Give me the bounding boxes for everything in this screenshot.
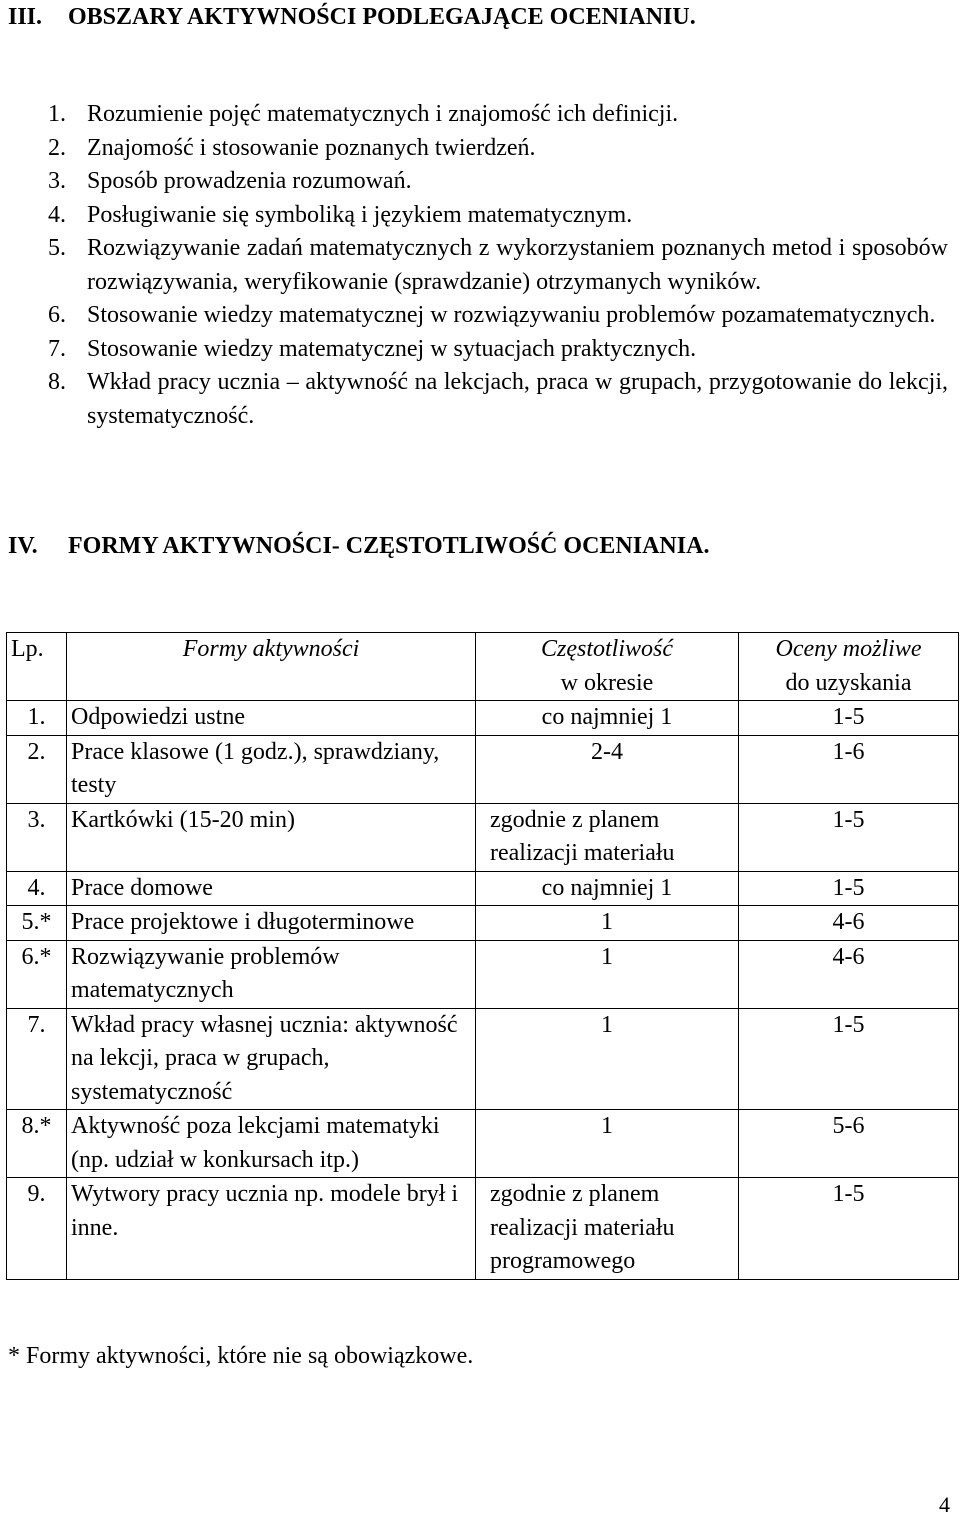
row-frequency: co najmniej 1 (476, 871, 739, 906)
row-frequency: 2-4 (476, 735, 739, 803)
row-frequency: 1 (476, 906, 739, 941)
list-item: 7. Stosowanie wiedzy matematycznej w sytuacjach praktycznych. (48, 335, 697, 362)
row-form: Prace domowe (67, 871, 476, 906)
list-item: 3. Sposób prowadzenia rozumowań. (48, 168, 412, 194)
section-4-heading (8, 533, 709, 560)
row-frequency: co najmniej 1 (476, 701, 739, 736)
table-row (7, 735, 959, 803)
row-frequency: 1 (476, 1110, 739, 1178)
table-row (7, 1110, 959, 1178)
footnote: * Formy aktywności, które nie są obowiązkowe. (8, 1343, 474, 1369)
header-grades: Oceny możliwe do uzyskania (739, 633, 959, 701)
list-item: 5. Rozwiązywanie zadań matematycznych z wykorzystaniem poznanych metod i sposobów rozwiązywania, weryfikowanie (sprawdzanie) otrzymanych wyników. (48, 235, 948, 295)
section-4-title: FORMY AKTYWNOŚCI- CZĘSTOTLIWOŚĆ OCENIANIA. (68, 533, 710, 559)
row-frequency: 1 (476, 940, 739, 1008)
page-number: 4 (939, 1492, 950, 1517)
row-grades: 1-5 (739, 803, 959, 871)
list-item: 4. Posługiwanie się symboliką i językiem matematycznym. (48, 201, 633, 228)
row-grades: 1-5 (739, 1178, 959, 1280)
row-form: Wkład pracy własnej ucznia: aktywność na lekcji, praca w grupach, systematyczność (67, 1008, 476, 1110)
row-form: Kartkówki (15-20 min) (67, 803, 476, 871)
row-lp: 6.* (7, 940, 67, 1008)
table-row (7, 940, 959, 1008)
row-lp: 8.* (7, 1110, 67, 1178)
row-form: Rozwiązywanie problemów matematycznych (67, 940, 476, 1008)
row-frequency: zgodnie z planem realizacji materiału (476, 803, 739, 871)
row-grades: 1-5 (739, 871, 959, 906)
header-lp: Lp. (7, 633, 67, 701)
row-lp: 2. (7, 735, 67, 803)
row-grades: 4-6 (739, 906, 959, 941)
row-grades: 1-6 (739, 735, 959, 803)
table-row (7, 906, 959, 941)
list-item: 8. Wkład pracy ucznia – aktywność na lekcjach, praca w grupach, przygotowanie do lekcji, systematyczność. (48, 369, 948, 429)
row-frequency: zgodnie z planem realizacji materiału programowego (476, 1178, 739, 1280)
section-3-title: OBSZARY AKTYWNOŚCI PODLEGAJĄCE OCENIANIU. (68, 4, 696, 30)
row-grades: 1-5 (739, 1008, 959, 1110)
row-lp: 4. (7, 871, 67, 906)
activity-areas-list (48, 98, 948, 433)
list-item: 2. Znajomość i stosowanie poznanych twierdzeń. (48, 134, 536, 161)
list-item: 6. Stosowanie wiedzy matematycznej w rozwiązywaniu problemów pozamatematycznych. (48, 302, 936, 328)
row-form: Odpowiedzi ustne (67, 701, 476, 736)
row-form: Prace projektowe i długoterminowe (67, 906, 476, 941)
table-row (7, 871, 959, 906)
table-row (7, 701, 959, 736)
row-form: Aktywność poza lekcjami matematyki (np. udział w konkursach itp.) (67, 1110, 476, 1178)
row-lp: 9. (7, 1178, 67, 1280)
table-row (7, 1008, 959, 1110)
table-header-row (7, 633, 959, 701)
section-3-heading (8, 4, 696, 31)
activity-forms-table (6, 632, 959, 1280)
row-lp: 5.* (7, 906, 67, 941)
row-form: Wytwory pracy ucznia np. modele brył i inne. (67, 1178, 476, 1280)
section-3-number: III. (8, 4, 43, 30)
table-row (7, 1178, 959, 1280)
row-grades: 4-6 (739, 940, 959, 1008)
row-grades: 1-5 (739, 701, 959, 736)
row-frequency: 1 (476, 1008, 739, 1110)
header-frequency: Częstotliwość w okresie (476, 633, 739, 701)
row-grades: 5-6 (739, 1110, 959, 1178)
list-item: 1. Rozumienie pojęć matematycznych i znajomość ich definicji. (48, 101, 679, 127)
row-lp: 7. (7, 1008, 67, 1110)
header-forms: Formy aktywności (67, 633, 476, 701)
section-4-number: IV. (8, 533, 38, 559)
row-lp: 1. (7, 701, 67, 736)
row-form: Prace klasowe (1 godz.), sprawdziany, testy (67, 735, 476, 803)
row-lp: 3. (7, 803, 67, 871)
table-row (7, 803, 959, 871)
